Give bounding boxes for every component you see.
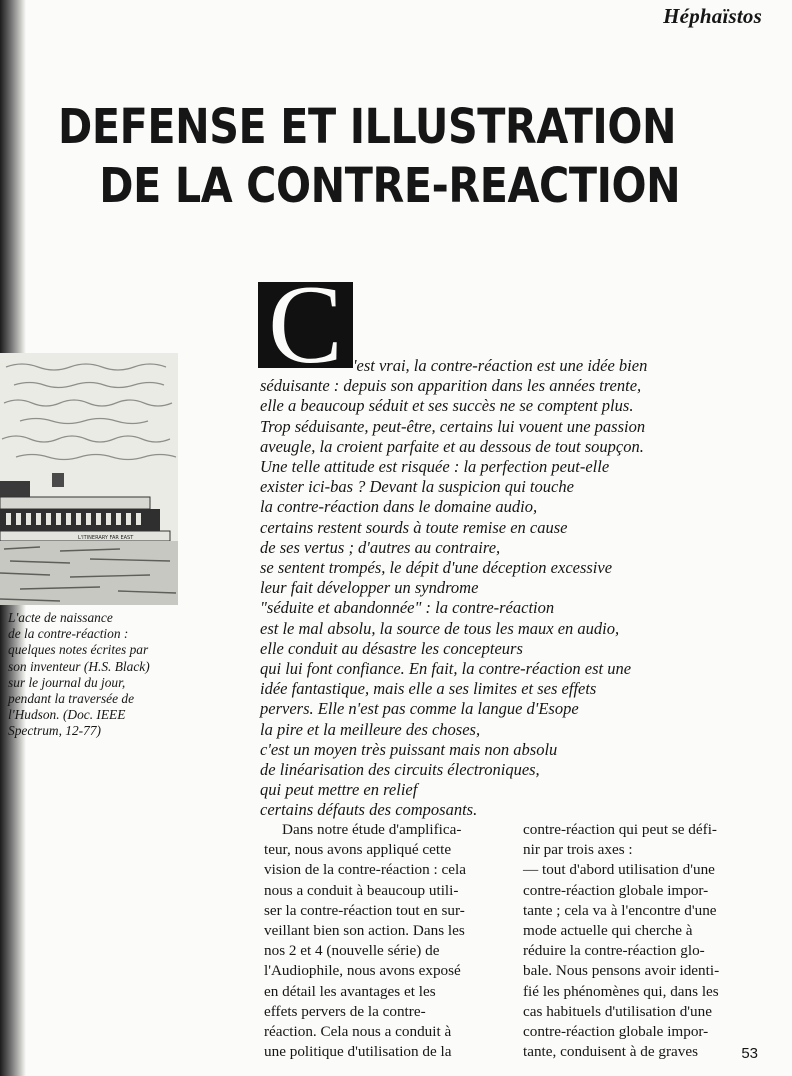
article-title xyxy=(58,98,680,216)
body-line: nous a conduit à beaucoup utili- xyxy=(264,881,459,899)
intro-line: elle conduit au désastre les concepteurs xyxy=(260,638,523,658)
body-line: tante ; cela va à l'encontre d'une xyxy=(523,901,717,919)
intro-line: c'est un moyen très puissant mais non absolu xyxy=(260,739,558,759)
intro-line: elle a beaucoup séduit et ses succès ne se comptent plus. xyxy=(260,396,634,416)
body-line: contre-réaction qui peut se défi- xyxy=(523,821,717,838)
body-line: — tout d'abord utilisation d'une xyxy=(523,861,715,879)
caption-line: sur le journal du jour, xyxy=(8,674,126,690)
intro-line: de ses vertus ; d'autres au contraire, xyxy=(260,537,501,557)
caption-line: de la contre-réaction : xyxy=(8,626,129,642)
intro-line: aveugle, la croient parfaite et au dessous de tout soupçon. xyxy=(260,436,644,456)
intro-line: séduisante : depuis son apparition dans les années trente, xyxy=(260,376,642,396)
body-line: tante, conduisent à de graves xyxy=(523,1043,699,1061)
intro-line: Trop séduisante, peut-être, certains lui vouent une passion xyxy=(260,416,646,436)
body-column-left xyxy=(264,820,496,1062)
body-line: contre-réaction globale impor- xyxy=(523,1023,709,1041)
intro-line: Une telle attitude est risquée : la perfection peut-elle xyxy=(260,457,610,477)
figure-caption xyxy=(8,610,180,740)
body-line: réduire la contre-réaction glo- xyxy=(523,942,705,960)
intro-line: certains défauts des composants. xyxy=(260,800,478,820)
caption-line: L'acte de naissance xyxy=(8,610,113,625)
body-line: cas habituels d'utilisation d'une xyxy=(523,1002,712,1020)
caption-line: pendant la traversée de xyxy=(8,691,135,707)
body-line: l'Audiophile, nous avons exposé xyxy=(264,962,461,980)
intro-line: qui peut mettre en relief xyxy=(260,780,418,800)
ferry-illustration xyxy=(0,353,178,605)
intro-line: est le mal absolu, la source de tous les maux en audio, xyxy=(260,618,620,638)
ferry-photo xyxy=(0,353,178,605)
body-line: teur, nous avons appliqué cette xyxy=(264,841,452,859)
body-line: bale. Nous pensons avoir identi- xyxy=(523,962,720,980)
intro-line: la pire et la meilleure des choses, xyxy=(260,719,481,739)
intro-line: 'est vrai, la contre-réaction est une idée bien xyxy=(353,356,648,375)
body-line: ser la contre-réaction tout en sur- xyxy=(264,901,465,919)
intro-line: "séduite et abandonnée" : la contre-réaction xyxy=(260,598,555,618)
body-line: effets pervers de la contre- xyxy=(264,1002,426,1020)
intro-line: exister ici-bas ? Devant la suspicion qui touche xyxy=(260,477,574,497)
title-line-2: DE LA CONTRE-REACTION xyxy=(99,158,681,214)
section-header: Héphaïstos xyxy=(663,4,762,28)
body-line: Dans notre étude d'amplifica- xyxy=(282,821,462,838)
caption-line: l'Hudson. (Doc. IEEE xyxy=(8,707,126,723)
body-column-right xyxy=(523,820,755,1062)
intro-line: pervers. Elle n'est pas comme la langue d'Esope xyxy=(260,699,579,719)
caption-line: quelques notes écrites par xyxy=(8,642,149,658)
ferry-name-label: L'ITINERARY FAR EAST xyxy=(78,535,134,541)
body-line: nos 2 et 4 (nouvelle série) de xyxy=(264,942,440,960)
intro-line: idée fantastique, mais elle a ses limites et ses effets xyxy=(260,679,597,699)
body-line: réaction. Cela nous a conduit à xyxy=(264,1023,452,1041)
caption-line: Spectrum, 12-77) xyxy=(8,723,101,739)
body-line: vision de la contre-réaction : cela xyxy=(264,861,466,879)
intro-line: qui lui font confiance. En fait, la contre-réaction est une xyxy=(260,659,632,679)
body-line: mode actuelle qui cherche à xyxy=(523,922,693,940)
body-line: en détail les avantages et les xyxy=(264,982,436,1000)
body-line: fié les phénomènes qui, dans les xyxy=(523,982,719,1000)
body-line: contre-réaction globale impor- xyxy=(523,881,709,899)
body-line: veillant bien son action. Dans les xyxy=(264,922,465,940)
intro-paragraph xyxy=(260,356,760,821)
intro-line: se sentent trompés, le dépit d'une déception excessive xyxy=(260,558,613,578)
intro-line: certains restent sourds à toute remise en cause xyxy=(260,517,568,537)
drop-cap: C xyxy=(258,282,353,368)
title-line-1: DEFENSE ET ILLUSTRATION xyxy=(58,99,677,155)
body-line: une politique d'utilisation de la xyxy=(264,1043,452,1061)
intro-line: leur fait développer un syndrome xyxy=(260,578,479,598)
caption-line: son inventeur (H.S. Black) xyxy=(8,658,150,674)
body-line: nir par trois axes : xyxy=(523,841,633,859)
intro-line: la contre-réaction dans le domaine audio, xyxy=(260,497,538,517)
intro-line: de linéarisation des circuits électroniques, xyxy=(260,760,540,780)
page-number: 53 xyxy=(741,1045,758,1062)
